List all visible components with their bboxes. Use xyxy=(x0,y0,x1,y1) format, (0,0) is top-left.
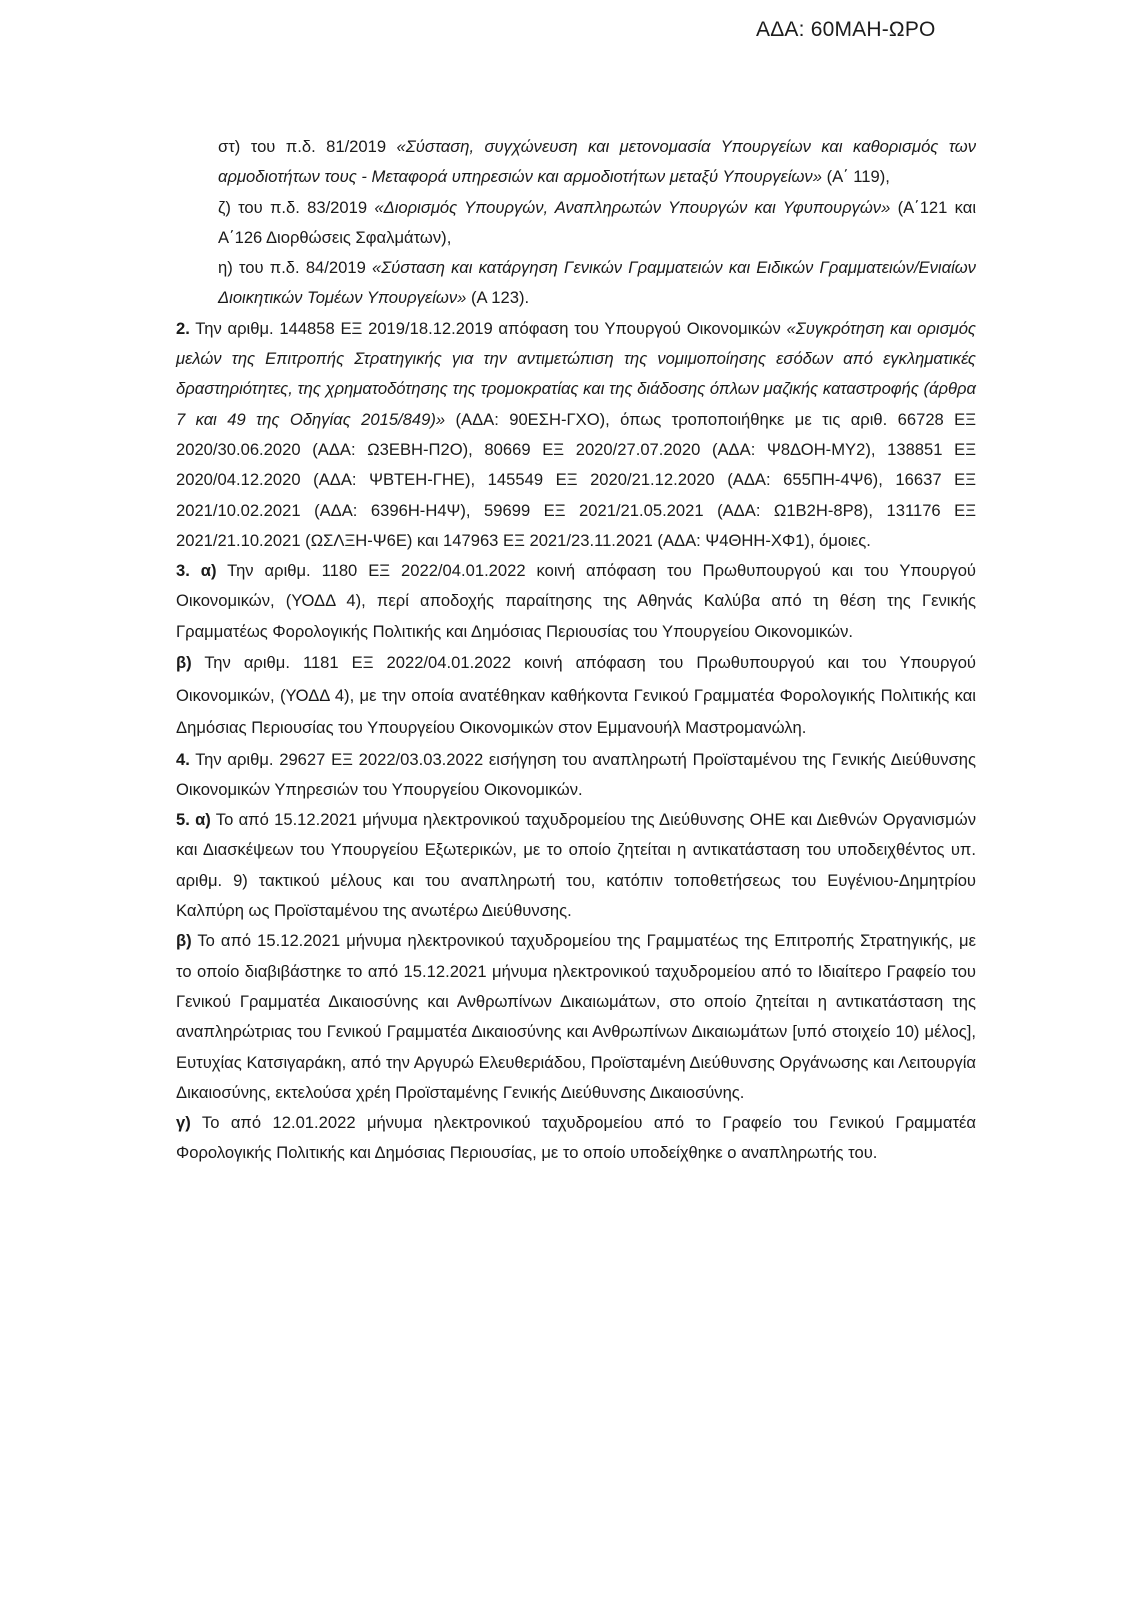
document-body xyxy=(176,132,976,1169)
item-i-title: «Σύσταση και κατάργηση Γενικών Γραμματειών και Ειδικών Γραμματειών/Ενιαίων Διοικητικών Τομέων Υπουργείων» xyxy=(218,258,976,308)
paragraph-2 xyxy=(176,314,976,556)
paragraph-2-amendments: (ΑΔΑ: 90ΕΣΗ-ΓΧΟ), όπως τροποποιήθηκε με τις αριθ. 66728 ΕΞ 2020/30.06.2020 (ΑΔΑ: Ω3ΕΒΗ-Π2Ο), 80669 ΕΞ 2020/27.07.2020 (ΑΔΑ: Ψ8ΔΟΗ-ΜΥ2), 138851 ΕΞ 2020/04.12.2020 (ΑΔΑ: ΨΒΤΕΗ-ΓΗΕ), 145549 ΕΞ 2020/21.12.2020 (ΑΔΑ: 655ΠΗ-4Ψ6), 16637 ΕΞ 2021/10.02.2021 (ΑΔΑ: 6396Η-Η4Ψ), 59699 ΕΞ 2021/21.05.2021 (ΑΔΑ: Ω1Β2Η-8Ρ8), 131176 ΕΞ 2021/21.10.2021 (ΩΣΛΞΗ-Ψ6Ε) και 147963 ΕΞ 2021/23.11.2021 (ΑΔΑ: Ψ4ΘΗΗ-ΧΦ1), όμοιες. xyxy=(176,409,977,550)
item-st xyxy=(176,132,976,193)
paragraph-2-text: Την αριθμ. 144858 ΕΞ 2019/18.12.2019 απόφαση του Υπουργού Οικονομικών xyxy=(189,318,787,338)
item-i xyxy=(176,253,976,314)
item-z-title: «Διορισμός Υπουργών, Αναπληρωτών Υπουργών και Υφυπουργών» xyxy=(374,197,891,217)
paragraph-5c xyxy=(176,1108,976,1169)
paragraph-5a-number: 5. α) xyxy=(176,810,211,830)
paragraph-3b-number: β) xyxy=(176,653,192,673)
paragraph-3b-text: Την αριθμ. 1181 ΕΞ 2022/04.01.2022 κοινή απόφαση του Πρωθυπουργού και του Υπουργού Οικονομικών, (ΥΟΔΔ 4), με την οποία ανατέθηκαν καθήκοντα Γενικού Γραμματέα Φορολογικής Πολιτικής και Δημόσιας Περιουσίας του Υπουργείου Οικονομικών στον Εμμανουήλ Μαστρομανώλη. xyxy=(176,653,976,738)
item-i-suffix: (Α 123). xyxy=(466,288,530,308)
paragraph-5b xyxy=(176,926,976,1108)
item-st-title: «Σύσταση, συγχώνευση και μετονομασία Υπουργείων και καθορισμός των αρμοδιοτήτων τους - Μεταφορά υπηρεσιών και αρμοδιοτήτων μεταξύ Υπουργείων» xyxy=(218,137,976,187)
paragraph-5c-text: Το από 12.01.2022 μήνυμα ηλεκτρονικού ταχυδρομείου από το Γραφείο του Γενικού Γραμματέα Φορολογικής Πολιτικής και Δημόσιας Περιουσίας, με το οποίο υποδείχθηκε ο αναπληρωτής του. xyxy=(176,1113,976,1163)
item-i-prefix: η) του π.δ. 84/2019 xyxy=(218,258,372,278)
item-st-prefix: στ) του π.δ. 81/2019 xyxy=(218,137,397,156)
item-z-prefix: ζ) του π.δ. 83/2019 xyxy=(218,197,375,217)
paragraph-5a-text: Το από 15.12.2021 μήνυμα ηλεκτρονικού ταχυδρομείου της Διεύθυνσης ΟΗΕ και Διεθνών Οργανισμών και Διασκέψεων του Υπουργείου Εξωτερικών, με το οποίο ζητείται η αντικατάσταση του υποδειχθέντος υπ. αριθμ. 9) τακτικού μέλους και του αναπληρωτή του, κατόπιν τοποθετήσεως του Ευγένιου-Δημητρίου Καλπύρη ως Προϊσταμένου της ανωτέρω Διεύθυνσης. xyxy=(176,810,976,921)
paragraph-4-text: Την αριθμ. 29627 ΕΞ 2022/03.03.2022 εισήγηση του αναπληρωτή Προϊσταμένου της Γενικής Διεύθυνσης Οικονομικών Υπηρεσιών του Υπουργείου Οικονομικών. xyxy=(176,749,976,799)
paragraph-5b-text: Το από 15.12.2021 μήνυμα ηλεκτρονικού ταχυδρομείου της Γραμματέως της Επιτροπής Στρατηγικής, με το οποίο διαβιβάστηκε το από 15.12.2021 μήνυμα ηλεκτρονικού ταχυδρομείου από το Ιδιαίτερο Γραφείο του Γενικού Γραμματέα Δικαιοσύνης και Ανθρωπίνων Δικαιωμάτων, στο οποίο ζητείται η αντικατάσταση της αναπληρώτριας του Γενικού Γραμματέα Δικαιοσύνης και Ανθρωπίνων Δικαιωμάτων [υπό στοιχείο 10) μέλος], Ευτυχίας Κατσιγαράκη, από την Αργυρώ Ελευθεριάδου, Προϊσταμένη Διεύθυνσης Οργάνωσης και Λειτουργία Δικαιοσύνης, εκτελούσα χρέη Προϊσταμένης Γενικής Διεύθυνσης Δικαιοσύνης. xyxy=(176,931,976,1102)
paragraph-4-number: 4. xyxy=(176,749,190,769)
ada-code-header: ΑΔΑ: 60ΜΑΗ-ΩΡΟ xyxy=(756,18,936,41)
paragraph-3a-text: Την αριθμ. 1180 ΕΞ 2022/04.01.2022 κοινή απόφαση του Πρωθυπουργού και του Υπουργού Οικονομικών, (ΥΟΔΔ 4), περί αποδοχής παραίτησης της Αθηνάς Καλύβα από τη θέση της Γενικής Γραμματέως Φορολογικής Πολιτικής και Δημόσιας Περιουσίας του Υπουργείου Οικονομικών. xyxy=(176,561,976,641)
paragraph-3a xyxy=(176,556,976,647)
item-z xyxy=(176,193,976,254)
paragraph-5a xyxy=(176,805,976,926)
item-z-suffix: (Α΄121 και Α΄126 Διορθώσεις Σφαλμάτων), xyxy=(218,197,977,247)
paragraph-4 xyxy=(176,745,976,806)
paragraph-3a-number: 3. α) xyxy=(176,561,217,581)
paragraph-5c-number: γ) xyxy=(176,1113,191,1133)
paragraph-5b-number: β) xyxy=(176,931,192,951)
item-st-suffix: (Α΄ 119), xyxy=(821,167,890,187)
paragraph-3b xyxy=(176,647,976,745)
paragraph-2-title: «Συγκρότηση και ορισμός μελών της Επιτροπής Στρατηγικής για την αντιμετώπιση της νομιμοποίησης εσόδων από εγκληματικές δραστηριότητες, της χρηματοδότησης της τρομοκρατίας και της διάδοσης όπλων μαζικής καταστροφής (άρθρα 7 και 49 της Οδηγίας 2015/849)» xyxy=(176,318,976,429)
paragraph-2-number: 2. xyxy=(176,318,190,338)
